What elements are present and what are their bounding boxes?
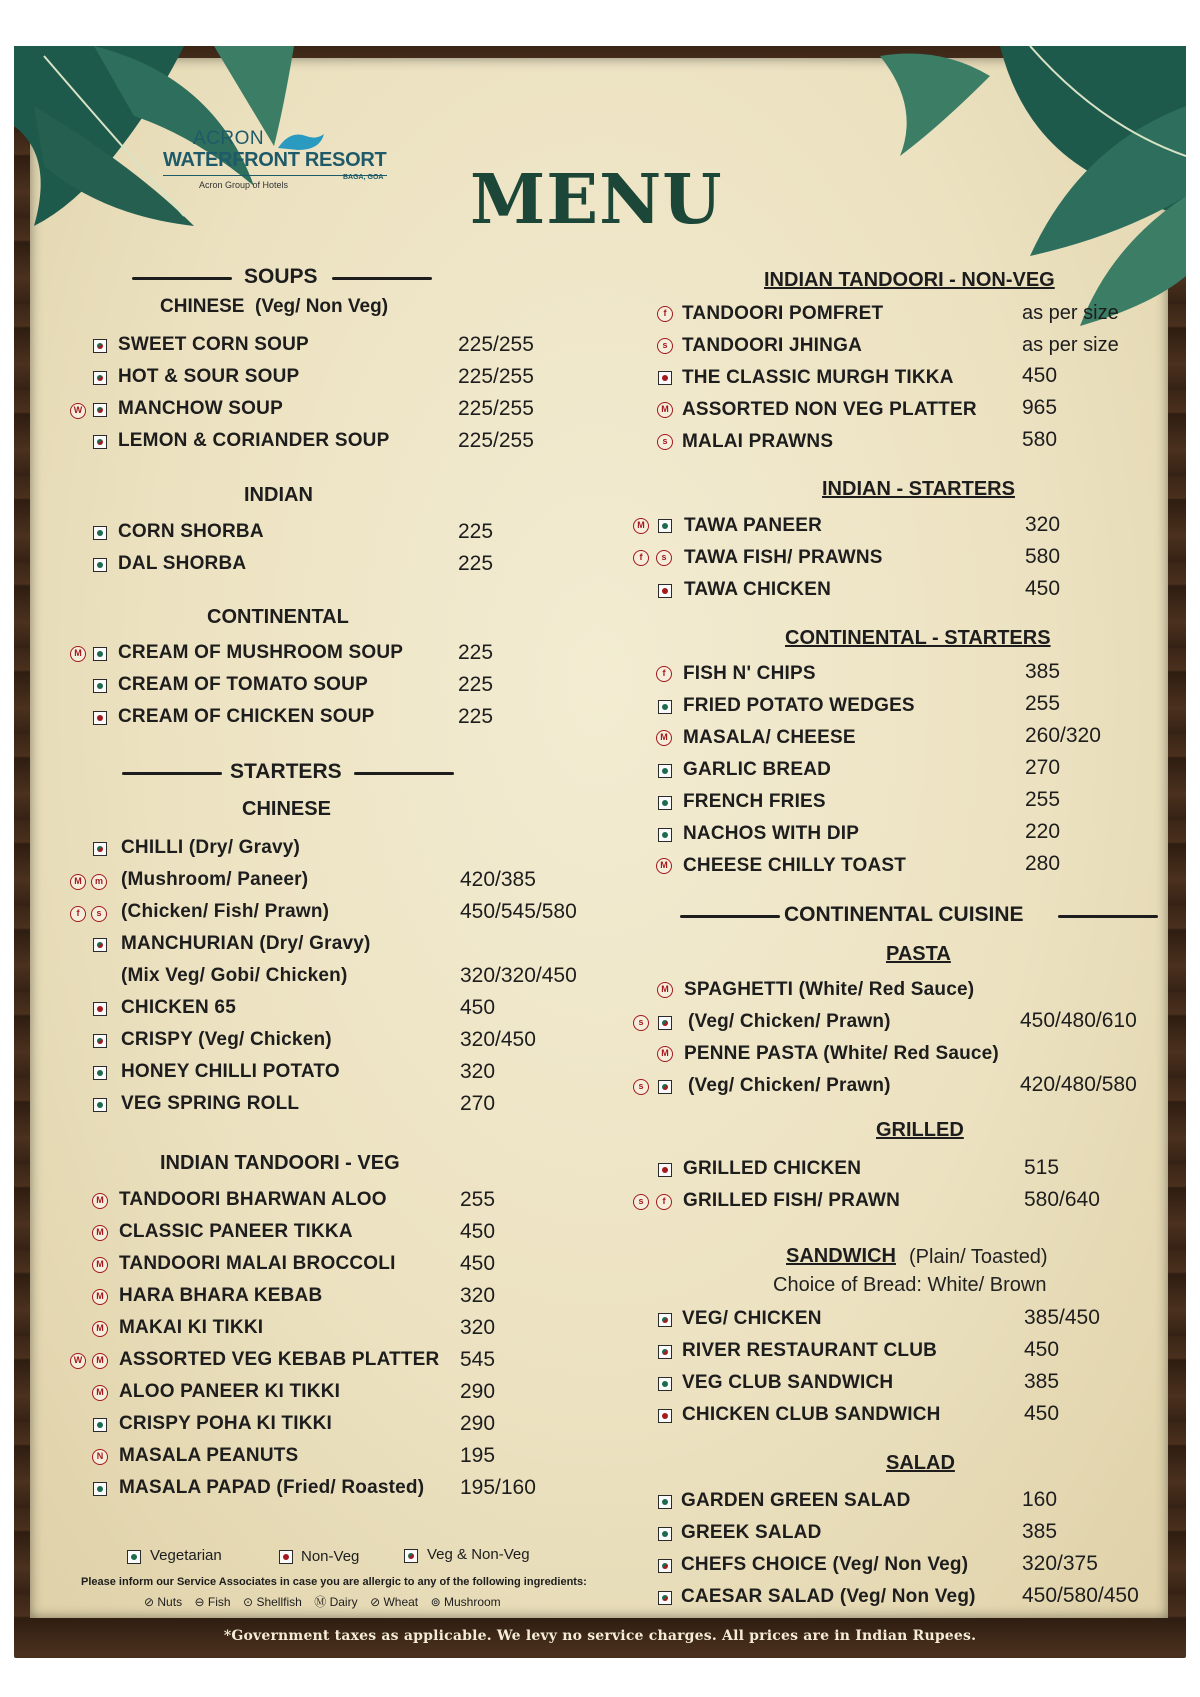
menu-item: VEG SPRING ROLL (121, 1093, 300, 1114)
menu-item: CREAM OF CHICKEN SOUP (118, 706, 375, 727)
fish-icon: f (633, 550, 649, 566)
menu-item: GARDEN GREEN SALAD (681, 1490, 911, 1511)
menu-item: CREAM OF TOMATO SOUP (118, 674, 368, 695)
veg-icon (93, 1066, 107, 1080)
menu-item: MASALA PAPAD (Fried/ Roasted) (119, 1477, 425, 1498)
pasta-heading: PASTA (886, 943, 951, 965)
menu-price: 320 (1025, 513, 1061, 536)
footer-note: *Government taxes as applicable. We levy no service charges. All prices are in Indian Rupees. (223, 1628, 977, 1644)
dairy-icon: M (92, 1225, 108, 1241)
soups-continental-heading: CONTINENTAL (207, 606, 349, 628)
menu-item: TAWA PANEER (684, 515, 823, 536)
menu-price: 220 (1025, 820, 1061, 843)
dairy-icon: M (657, 402, 673, 418)
cuisine-rule-right (1058, 915, 1158, 918)
shellfish-icon: s (656, 550, 672, 566)
soups-indian-heading: INDIAN (244, 484, 313, 506)
menu-price: 290 (460, 1380, 496, 1403)
menu-item: MALAI PRAWNS (682, 431, 834, 452)
veg-icon (93, 1098, 107, 1112)
menu-price: 420/385 (460, 868, 536, 891)
menu-price: 580 (1025, 545, 1061, 568)
legend-veg: Vegetarian (150, 1547, 222, 1564)
menu-item: GRILLED FISH/ PRAWN (683, 1190, 901, 1211)
menu-price: 450/545/580 (460, 900, 577, 923)
menu-item: CRISPY (Veg/ Chicken) (121, 1029, 332, 1050)
menu-price: 225/255 (458, 365, 534, 388)
both-icon (658, 1016, 672, 1030)
menu-item: ALOO PANEER KI TIKKI (119, 1381, 341, 1402)
tandoori-veg-heading: INDIAN TANDOORI - VEG (160, 1152, 400, 1174)
menu-price: 450 (1025, 577, 1061, 600)
shellfish-icon: s (633, 1015, 649, 1031)
both-icon (658, 1080, 672, 1094)
menu-item: TANDOORI BHARWAN ALOO (119, 1189, 387, 1210)
menu-item: CHEFS CHOICE (Veg/ Non Veg) (681, 1554, 969, 1575)
menu-item: VEG/ CHICKEN (682, 1308, 822, 1329)
menu-item: LEMON & CORIANDER SOUP (118, 430, 390, 451)
soups-heading: SOUPS (244, 265, 318, 288)
menu-item: CHICKEN 65 (121, 997, 236, 1018)
menu-price: 195 (460, 1444, 496, 1467)
allergen-mushroom: Mushroom (443, 1595, 501, 1609)
menu-price: 320 (460, 1060, 496, 1083)
cuisine-rule-left (680, 915, 780, 918)
menu-item: CHILLI (Dry/ Gravy) (121, 837, 301, 858)
menu-item: PENNE PASTA (White/ Red Sauce) (684, 1043, 999, 1064)
nonveg-icon (658, 584, 672, 598)
menu-item: MASALA PEANUTS (119, 1445, 299, 1466)
veg-icon (658, 764, 672, 778)
menu-price: 450/580/450 (1022, 1584, 1139, 1607)
menu-item: HOT & SOUR SOUP (118, 366, 300, 387)
both-icon (93, 371, 107, 385)
veg-icon (658, 1377, 672, 1391)
fish-icon: f (656, 1194, 672, 1210)
allergen-wheat: Wheat (383, 1595, 419, 1609)
menu-price: 450 (1024, 1338, 1060, 1361)
menu-item: TANDOORI JHINGA (682, 335, 862, 356)
both-icon (93, 1034, 107, 1048)
veg-icon (658, 828, 672, 842)
menu-item: DAL SHORBA (118, 553, 247, 574)
menu-item: CREAM OF MUSHROOM SOUP (118, 642, 404, 663)
menu-item: CRISPY POHA KI TIKKI (119, 1413, 333, 1434)
legend-nonveg: Non-Veg (301, 1548, 360, 1565)
menu-price: 385 (1024, 1370, 1060, 1393)
soups-rule-right (332, 277, 432, 280)
dairy-icon: M (656, 858, 672, 874)
allergen-nuts: Nuts (157, 1595, 183, 1609)
starters-heading: STARTERS (230, 760, 342, 783)
menu-price: 385 (1022, 1520, 1058, 1543)
fish-icon: f (70, 906, 86, 922)
menu-price: 385/450 (1024, 1306, 1100, 1329)
menu-price: 225/255 (458, 429, 534, 452)
soups-chinese-heading: CHINESE (Veg/ Non Veg) (160, 296, 389, 317)
menu-item: (Veg/ Chicken/ Prawn) (688, 1011, 891, 1032)
menu-item: TAWA FISH/ PRAWNS (684, 547, 883, 568)
dairy-icon: M (92, 1353, 108, 1369)
nuts-icon: N (92, 1449, 108, 1465)
dairy-icon: M (70, 646, 86, 662)
veg-icon (93, 558, 107, 572)
continental-starters-heading: CONTINENTAL - STARTERS (785, 627, 1051, 649)
menu-price: 280 (1025, 852, 1061, 875)
menu-price: 290 (460, 1412, 496, 1435)
shellfish-icon: s (633, 1079, 649, 1095)
fish-icon: ⊖ (194, 1595, 208, 1609)
menu-item: FRENCH FRIES (683, 791, 826, 812)
menu-item: MASALA/ CHEESE (683, 727, 856, 748)
menu-price: 225 (458, 641, 494, 664)
menu-price: 450 (1022, 364, 1058, 387)
nuts-icon: ⊘ (144, 1595, 158, 1609)
menu-price: 420/480/580 (1020, 1073, 1137, 1096)
menu-price: 225/255 (458, 333, 534, 356)
menu-item: THE CLASSIC MURGH TIKKA (682, 367, 954, 388)
nonveg-icon (658, 1163, 672, 1177)
nonveg-icon (93, 711, 107, 725)
both-icon (658, 1313, 672, 1327)
menu-price: 450/480/610 (1020, 1009, 1137, 1032)
menu-price: 450 (460, 1252, 496, 1275)
veg-icon (93, 526, 107, 540)
dairy-icon: M (657, 1046, 673, 1062)
menu-item: GARLIC BREAD (683, 759, 832, 780)
veg-icon (93, 1418, 107, 1432)
menu-price: 225 (458, 705, 494, 728)
sandwich-subheading: (Plain/ Toasted) (909, 1246, 1048, 1268)
menu-item: RIVER RESTAURANT CLUB (682, 1340, 938, 1361)
menu-item: NACHOS WITH DIP (683, 823, 860, 844)
menu-price: 225 (458, 673, 494, 696)
menu-item: (Veg/ Chicken/ Prawn) (688, 1075, 891, 1096)
menu-price: 385 (1025, 660, 1061, 683)
menu-price: 225/255 (458, 397, 534, 420)
starters-chinese-heading: CHINESE (242, 798, 331, 820)
menu-price: 450 (460, 1220, 496, 1243)
allergen-fish: Fish (207, 1595, 231, 1609)
sandwich-bread-note: Choice of Bread: White/ Brown (773, 1274, 1047, 1296)
dairy-icon: M (92, 1193, 108, 1209)
menu-item: MAKAI KI TIKKI (119, 1317, 264, 1338)
soups-rule-left (132, 277, 232, 280)
menu-price: 255 (1025, 692, 1061, 715)
menu-item: SPAGHETTI (White/ Red Sauce) (684, 979, 975, 1000)
menu-item: CLASSIC PANEER TIKKA (119, 1221, 353, 1242)
menu-price: 255 (1025, 788, 1061, 811)
menu-item: TANDOORI POMFRET (682, 303, 884, 324)
menu-price: 255 (460, 1188, 496, 1211)
menu-item: (Mix Veg/ Gobi/ Chicken) (121, 965, 348, 986)
menu-item: CORN SHORBA (118, 521, 264, 542)
fish-icon: f (657, 306, 673, 322)
dairy-icon: M (70, 874, 86, 890)
menu-item: HARA BHARA KEBAB (119, 1285, 323, 1306)
sandwich-heading: SANDWICH (786, 1245, 896, 1267)
both-icon (93, 435, 107, 449)
dairy-icon: Ⓜ (314, 1595, 330, 1609)
menu-price: 965 (1022, 396, 1058, 419)
menu-item: ASSORTED NON VEG PLATTER (682, 399, 977, 420)
shellfish-icon: s (633, 1194, 649, 1210)
both-icon (93, 403, 107, 417)
menu-price: 580 (1022, 428, 1058, 451)
menu-item: ASSORTED VEG KEBAB PLATTER (119, 1349, 440, 1370)
nonveg-icon (658, 371, 672, 385)
allergy-note: Please inform our Service Associates in case you are allergic to any of the following ingredients: (81, 1576, 587, 1588)
nonveg-icon (93, 1002, 107, 1016)
legend-both: Veg & Non-Veg (427, 1546, 530, 1563)
menu-price: 160 (1022, 1488, 1058, 1511)
fish-icon: f (656, 666, 672, 682)
menu-price: as per size (1022, 302, 1119, 324)
veg-icon (93, 679, 107, 693)
allergen-dairy: Dairy (329, 1595, 358, 1609)
allergen-shellfish: Shellfish (256, 1595, 302, 1609)
menu-item: FRIED POTATO WEDGES (683, 695, 915, 716)
resort-logo (163, 128, 403, 198)
both-icon (93, 339, 107, 353)
starters-rule-right (354, 772, 454, 775)
both-icon (93, 842, 107, 856)
dairy-icon: M (92, 1385, 108, 1401)
shellfish-icon: s (657, 434, 673, 450)
wheat-icon: ⊘ (370, 1595, 384, 1609)
menu-item: CHEESE CHILLY TOAST (683, 855, 907, 876)
wheat-icon: W (70, 1353, 86, 1369)
starters-rule-left (122, 772, 222, 775)
menu-price: 225 (458, 520, 494, 543)
menu-price: 320 (460, 1284, 496, 1307)
shellfish-icon: s (91, 906, 107, 922)
menu-price: 270 (460, 1092, 496, 1115)
menu-item: FISH N' CHIPS (683, 663, 816, 684)
dairy-icon: M (633, 518, 649, 534)
menu-price: 260/320 (1025, 724, 1101, 747)
menu-price: 320 (460, 1316, 496, 1339)
shellfish-icon: ⊙ (243, 1595, 257, 1609)
veg-icon (93, 1482, 107, 1496)
logo-location: BAGA, GOA (343, 174, 384, 181)
veg-icon (658, 1527, 672, 1541)
nonveg-icon (279, 1550, 293, 1564)
menu-price: 545 (460, 1348, 496, 1371)
veg-icon (93, 647, 107, 661)
dairy-icon: M (92, 1321, 108, 1337)
menu-item: VEG CLUB SANDWICH (682, 1372, 894, 1393)
logo-line2: WATERFRONT RESORT (163, 149, 387, 171)
menu-item: CAESAR SALAD (Veg/ Non Veg) (681, 1586, 976, 1607)
menu-price: 320/375 (1022, 1552, 1098, 1575)
menu-price: 580/640 (1024, 1188, 1100, 1211)
menu-item: MANCHURIAN (Dry/ Gravy) (121, 933, 371, 954)
menu-item: HONEY CHILLI POTATO (121, 1061, 340, 1082)
veg-icon (127, 1550, 141, 1564)
menu-item: TANDOORI MALAI BROCCOLI (119, 1253, 396, 1274)
both-icon (404, 1549, 418, 1563)
shellfish-icon: s (657, 338, 673, 354)
logo-line1: ACRON (193, 128, 265, 149)
veg-icon (658, 796, 672, 810)
mushroom-icon: m (91, 874, 107, 890)
veg-icon (658, 700, 672, 714)
menu-price: 515 (1024, 1156, 1060, 1179)
both-icon (93, 938, 107, 952)
menu-item: (Mushroom/ Paneer) (121, 869, 309, 890)
menu-item: GRILLED CHICKEN (683, 1158, 862, 1179)
menu-item: (Chicken/ Fish/ Prawn) (121, 901, 330, 922)
dairy-icon: M (657, 982, 673, 998)
both-icon (658, 1345, 672, 1359)
dairy-icon: M (92, 1289, 108, 1305)
both-icon (658, 1591, 672, 1605)
menu-price: 320/320/450 (460, 964, 577, 987)
menu-item: GREEK SALAD (681, 1522, 822, 1543)
menu-price: as per size (1022, 334, 1119, 356)
menu-title: MENU (470, 160, 723, 240)
logo-group: Acron Group of Hotels (199, 180, 289, 190)
menu-item: SWEET CORN SOUP (118, 334, 309, 355)
dairy-icon: M (92, 1257, 108, 1273)
menu-price: 320/450 (460, 1028, 536, 1051)
indian-starters-heading: INDIAN - STARTERS (822, 478, 1015, 500)
veg-icon (658, 1495, 672, 1509)
tandoori-nonveg-heading: INDIAN TANDOORI - NON-VEG (764, 269, 1055, 291)
menu-price: 225 (458, 552, 494, 575)
menu-price: 270 (1025, 756, 1061, 779)
menu-item: TAWA CHICKEN (684, 579, 832, 600)
wheat-icon: W (70, 403, 86, 419)
nonveg-icon (658, 1409, 672, 1423)
both-icon (658, 1559, 672, 1573)
menu-price: 450 (460, 996, 496, 1019)
menu-item: CHICKEN CLUB SANDWICH (682, 1404, 941, 1425)
continental-cuisine-heading: CONTINENTAL CUISINE (784, 903, 1024, 926)
allergen-list (144, 1593, 501, 1611)
menu-price: 450 (1024, 1402, 1060, 1425)
grilled-heading: GRILLED (876, 1119, 964, 1141)
menu-item: MANCHOW SOUP (118, 398, 283, 419)
mushroom-icon: ⊚ (430, 1595, 444, 1609)
salad-heading: SALAD (886, 1452, 955, 1474)
menu-price: 195/160 (460, 1476, 536, 1499)
dairy-icon: M (656, 730, 672, 746)
veg-icon (658, 519, 672, 533)
